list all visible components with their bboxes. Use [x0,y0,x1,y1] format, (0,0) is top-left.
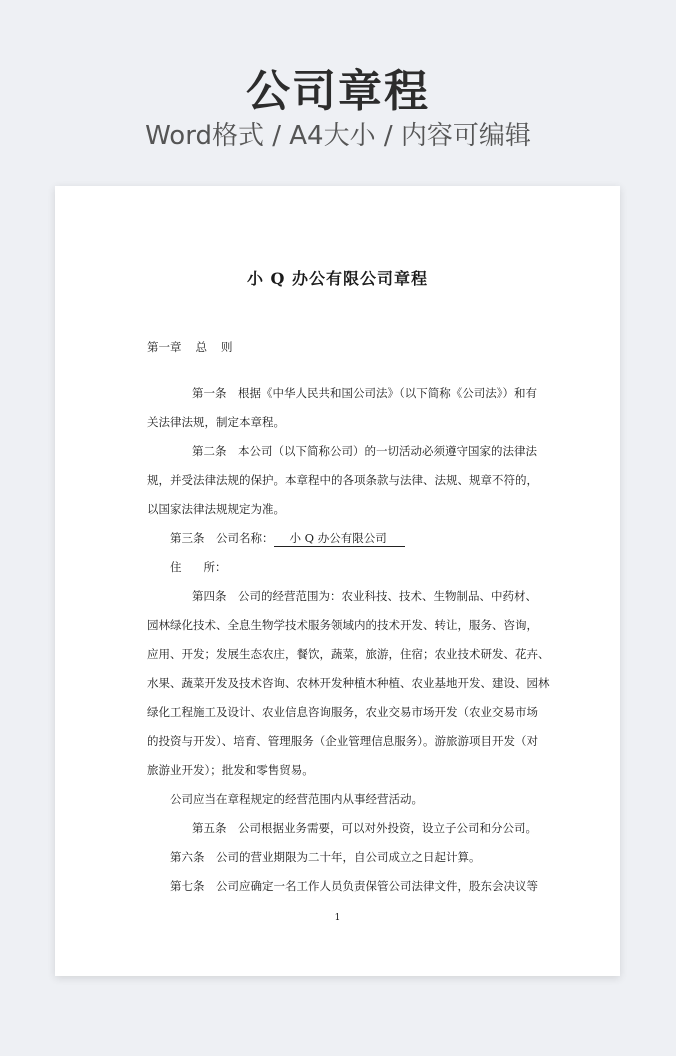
article-2-line-1: 第二条 本公司（以下简称公司）的一切活动必须遵守国家的法律法 [192,444,537,458]
article-1-line-2: 关法律法规，制定本章程。 [147,415,285,429]
page-number: 1 [334,913,341,923]
banner-subtitle: Word格式 / A4大小 / 内容可编辑 [145,121,531,151]
chapter-name-b: 则 [221,340,233,354]
article-3 [170,530,405,547]
article-6: 第六条 公司的营业期限为二十年，自公司成立之日起计算。 [170,850,481,864]
address-label-b: 所： [203,560,227,574]
article-7-line-1: 第七条 公司应确定一名工作人员负责保管公司法律文件，股东会决议等 [170,879,538,893]
article-5: 第五条 公司根据业务需要，可以对外投资，设立子公司和分公司。 [192,821,537,835]
article-4-line-3: 应用、开发；发展生态农庄，餐饮，蔬菜，旅游，住宿；农业技术研发、花卉、 [147,647,550,661]
company-name-field: 小 Q 办公有限公司 [274,530,405,547]
chapter-name-a: 总 [195,340,207,354]
article-4-line-6: 的投资与开发）、培育、管理服务（企业管理信息服务）。游旅游项目开发（对 [147,734,538,748]
chapter-label: 第一章 [147,340,182,354]
article-4-line-7: 旅游业开发）；批发和零售贸易。 [147,763,314,777]
address-line [170,559,227,575]
article-2-line-3: 以国家法律法规规定为准。 [147,502,285,516]
article-2-line-2: 规，并受法律法规的保护。本章程中的各项条款与法律、法规、规章不符的， [147,473,538,487]
article-1-line-1: 第一条 根据《中华人民共和国公司法》（以下简称《公司法》）和有 [192,386,537,400]
address-label-a: 住 [170,560,182,574]
article-4-line-4: 水果、蔬菜开发及技术咨询、农林开发种植木种植、农业基地开发、建设、园林 [147,676,550,690]
article-4-line-2: 园林绿化技术、全息生物学技术服务领域内的技术开发、转让，服务、咨询， [147,618,538,632]
document-page [55,186,620,976]
document-title: 小 Q 办公有限公司章程 [246,269,429,288]
banner-title: 公司章程 [246,66,430,117]
article-3-label: 第三条 公司名称： [170,531,274,545]
article-4-line-1: 第四条 公司的经营范围为：农业科技、技术、生物制品、中药材、 [192,589,537,603]
chapter-heading [147,339,233,355]
business-scope-note: 公司应当在章程规定的经营范围内从事经营活动。 [170,792,423,806]
article-4-line-5: 绿化工程施工及设计、农业信息咨询服务，农业交易市场开发（农业交易市场 [147,705,538,719]
